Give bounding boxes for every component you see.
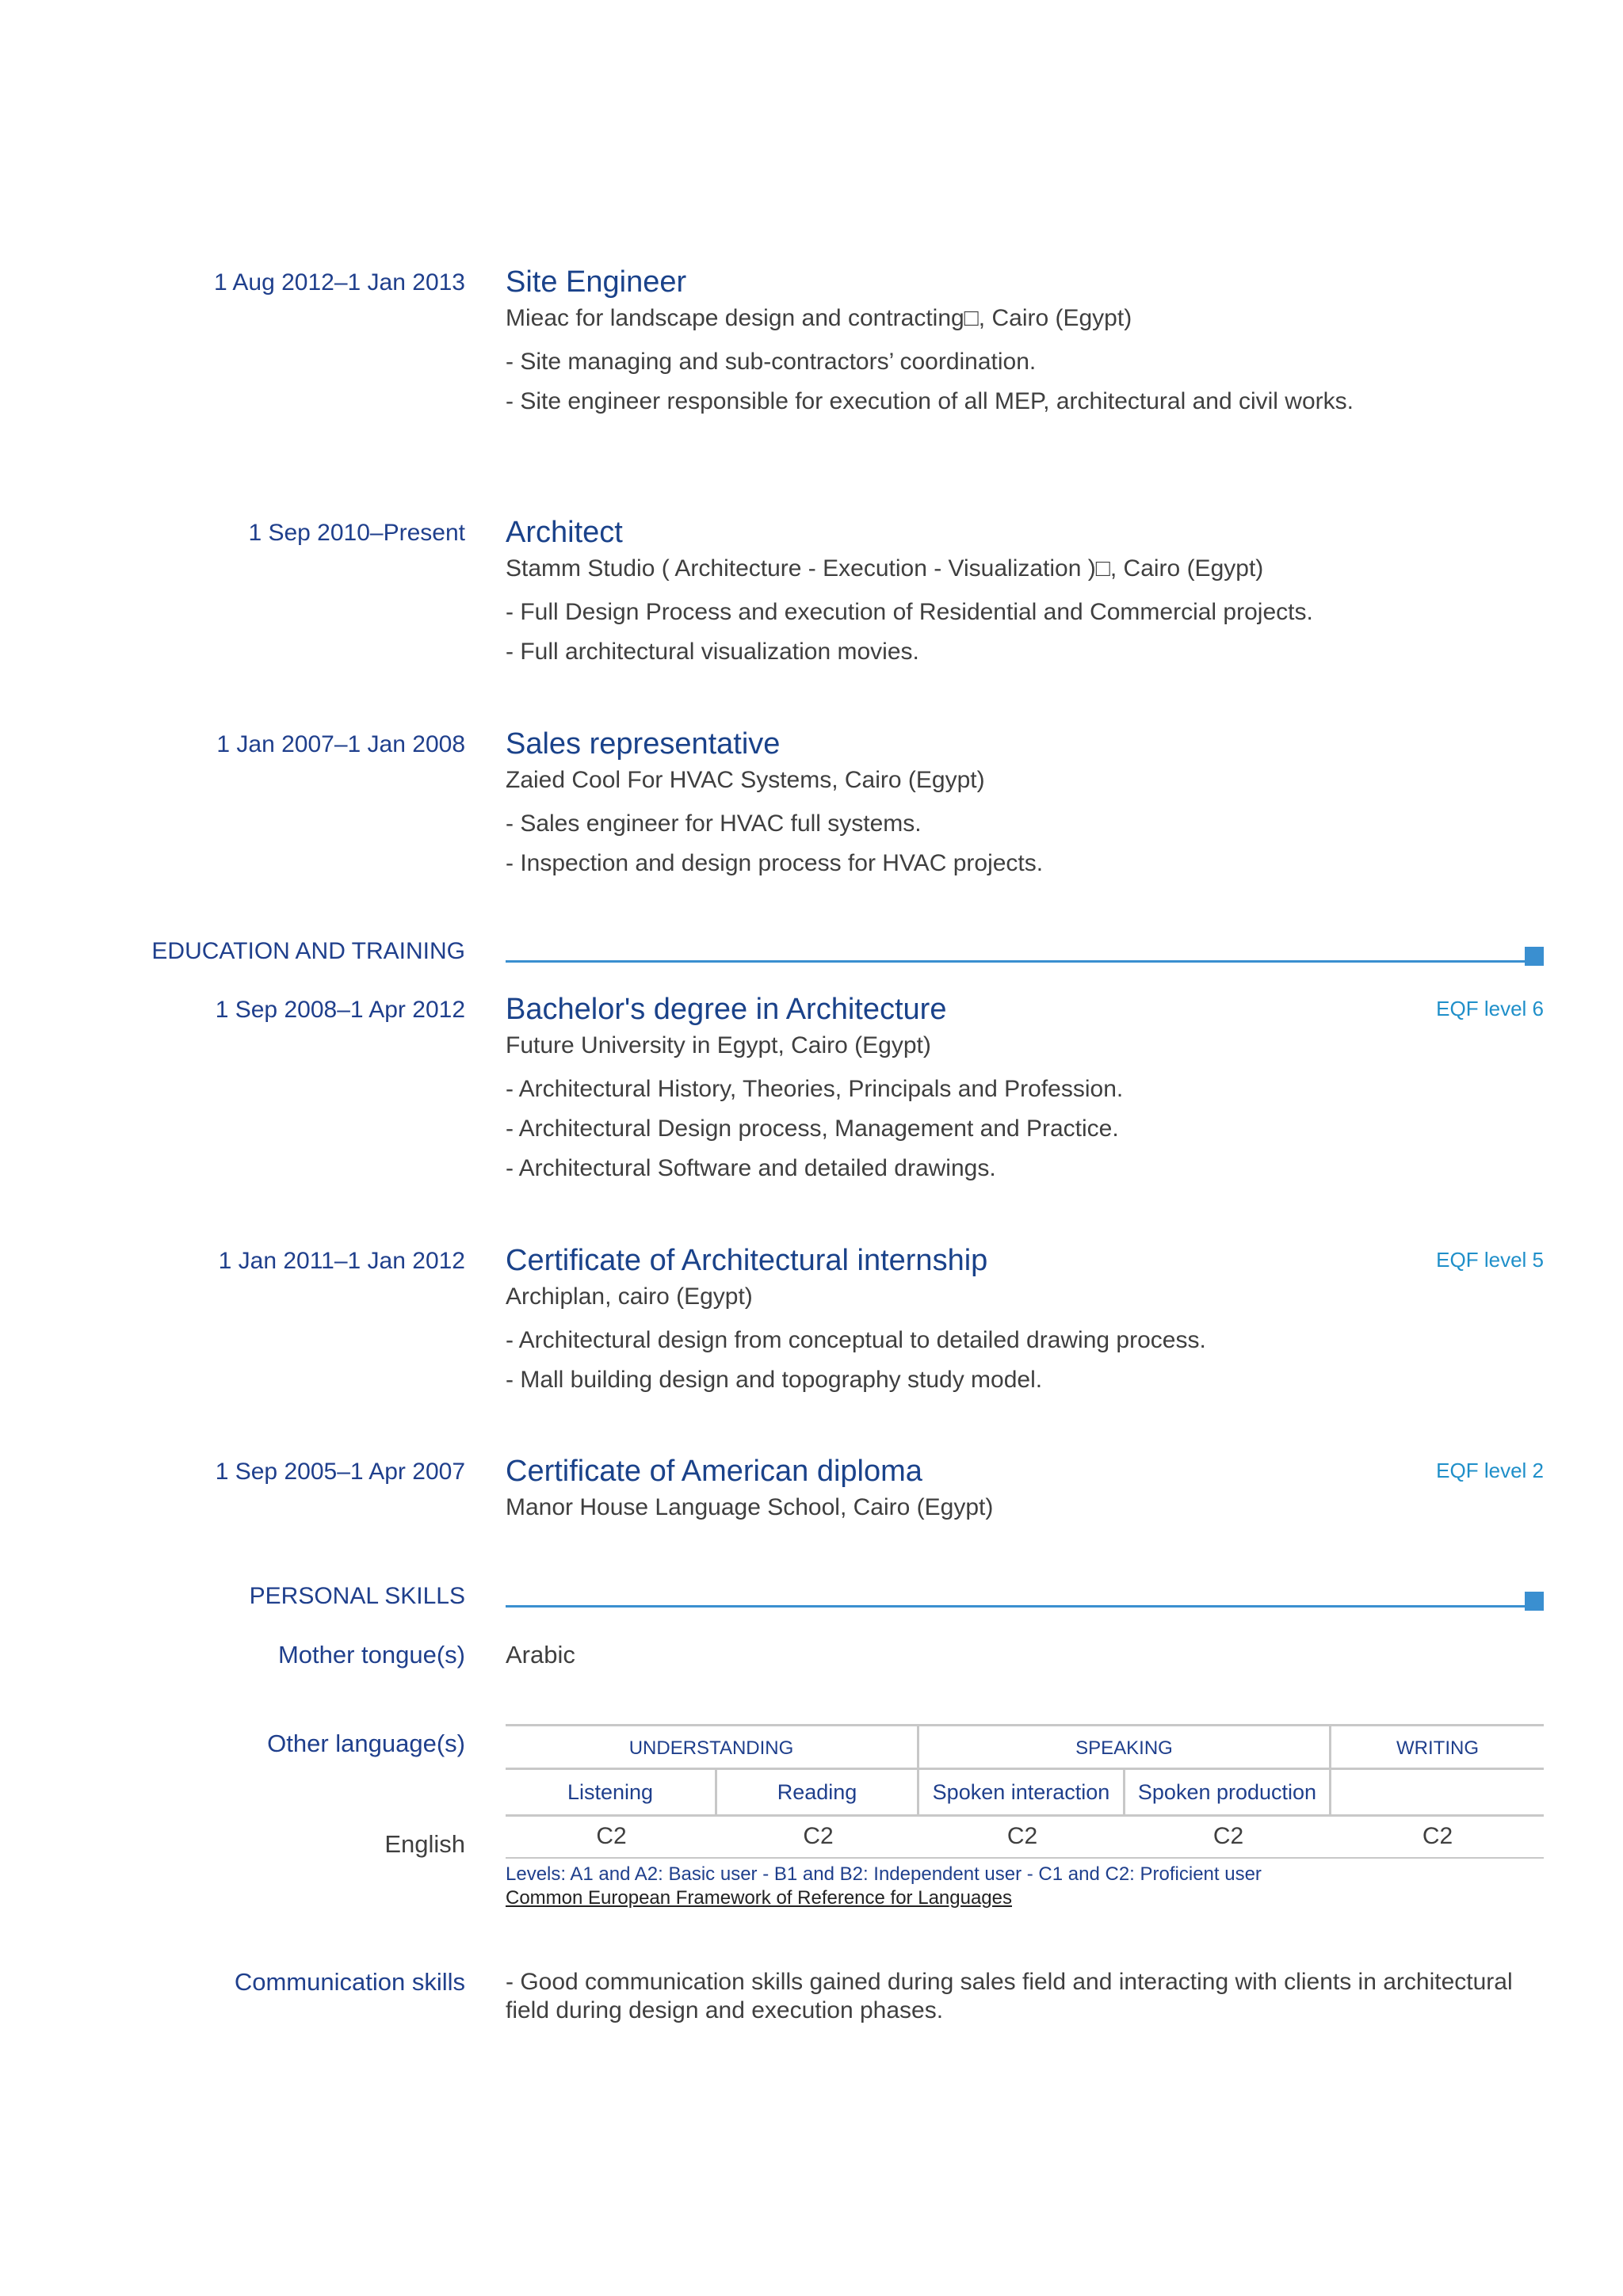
edu-org-3: Manor House Language School, Cairo (Egypt) [506, 1494, 994, 1520]
personal-skills-rule [506, 1592, 1544, 1611]
sub-spoken-interaction: Spoken interaction [919, 1770, 1125, 1817]
level-spoken-interaction: C2 [919, 1817, 1125, 1859]
work-entry-2 [506, 515, 1544, 672]
section-rule-square [1525, 947, 1544, 966]
work-bullet: - Sales engineer for HVAC full systems. [506, 810, 922, 837]
work-date-1: 1 Aug 2012–1 Jan 2013 [214, 269, 465, 296]
edu-title-3: Certificate of American diploma [506, 1455, 922, 1488]
level-writing: C2 [1331, 1817, 1544, 1859]
eqf-level-badge: EQF level 5 [1436, 1248, 1544, 1272]
section-rule-line [506, 1605, 1525, 1608]
sub-spoken-production: Spoken production [1125, 1770, 1331, 1817]
edu-bullet: - Architectural History, Theories, Principals and Profession. [506, 1076, 1124, 1102]
mother-tongue-label: Mother tongue(s) [277, 1641, 465, 1669]
work-title-1: Site Engineer [506, 265, 687, 299]
work-entry-1 [506, 265, 1544, 421]
section-rule-line [506, 960, 1525, 963]
edu-bullet: - Mall building design and topography study model. [506, 1367, 1043, 1393]
sub-listening: Listening [506, 1770, 717, 1817]
table-row [506, 1817, 1544, 1859]
level-spoken-production: C2 [1125, 1817, 1331, 1859]
language-table [506, 1724, 1544, 1859]
edu-date-3: 1 Sep 2005–1 Apr 2007 [215, 1459, 465, 1485]
work-bullet: - Full architectural visualization movies. [506, 639, 919, 665]
sub-writing [1331, 1770, 1544, 1817]
communication-skills-label: Communication skills [234, 1968, 465, 1996]
levels-note: Levels: A1 and A2: Basic user - B1 and B2: Independent user - C1 and C2: Proficient user [506, 1863, 1262, 1885]
group-writing: WRITING [1331, 1724, 1544, 1770]
work-org-3: Zaied Cool For HVAC Systems, Cairo (Egypt) [506, 767, 985, 793]
language-table-group-row [506, 1724, 1544, 1770]
personal-skills-heading: PERSONAL SKILLS [249, 1583, 465, 1609]
group-speaking: SPEAKING [919, 1724, 1331, 1770]
work-org-2: Stamm Studio ( Architecture - Execution - Visualization )□, Cairo (Egypt) [506, 555, 1264, 582]
edu-entry-2 [506, 1243, 1544, 1400]
other-languages-label: Other language(s) [267, 1730, 465, 1757]
edu-bullet: - Architectural design from conceptual to detailed drawing process. [506, 1327, 1206, 1353]
edu-date-2: 1 Jan 2011–1 Jan 2012 [218, 1248, 465, 1274]
work-bullet: - Site managing and sub-contractors’ coordination. [506, 349, 1037, 375]
level-listening: C2 [506, 1817, 717, 1859]
language-table-sub-row [506, 1770, 1544, 1817]
work-title-3: Sales representative [506, 727, 781, 761]
work-date-3: 1 Jan 2007–1 Jan 2008 [216, 731, 465, 757]
eqf-level-badge: EQF level 6 [1436, 997, 1544, 1020]
edu-entry-3 [506, 1454, 1544, 1531]
mother-tongue-value: Arabic [506, 1641, 575, 1669]
edu-bullet: - Architectural Design process, Management and Practice. [506, 1116, 1119, 1142]
education-heading: EDUCATION AND TRAINING [151, 938, 465, 964]
work-org-1: Mieac for landscape design and contracting□, Cairo (Egypt) [506, 305, 1132, 331]
edu-bullet: - Architectural Software and detailed drawings. [506, 1155, 996, 1181]
edu-title-1: Bachelor's degree in Architecture [506, 993, 947, 1026]
work-bullet: - Site engineer responsible for execution of all MEP, architectural and civil works. [506, 388, 1354, 414]
work-date-2: 1 Sep 2010–Present [248, 520, 465, 546]
cefr-link[interactable]: Common European Framework of Reference for Languages [506, 1887, 1012, 1909]
communication-skills-text: - Good communication skills gained during sales field and interacting with clients in architectural field during design and execution phases. [506, 1969, 1513, 2023]
edu-date-1: 1 Sep 2008–1 Apr 2012 [215, 997, 465, 1023]
eqf-level-badge: EQF level 2 [1436, 1459, 1544, 1482]
edu-org-1: Future University in Egypt, Cairo (Egypt) [506, 1032, 931, 1058]
education-rule [506, 947, 1544, 966]
sub-reading: Reading [717, 1770, 919, 1817]
language-name-english: English [384, 1830, 465, 1858]
edu-entry-1 [506, 992, 1544, 1188]
group-understanding: UNDERSTANDING [506, 1724, 919, 1770]
section-rule-square [1525, 1592, 1544, 1611]
edu-org-2: Archiplan, cairo (Egypt) [506, 1283, 753, 1310]
work-title-2: Architect [506, 516, 623, 549]
work-entry-3 [506, 727, 1544, 883]
work-bullet: - Full Design Process and execution of Residential and Commercial projects. [506, 599, 1313, 625]
edu-title-2: Certificate of Architectural internship [506, 1244, 988, 1277]
level-reading: C2 [717, 1817, 919, 1859]
work-bullet: - Inspection and design process for HVAC projects. [506, 850, 1044, 876]
